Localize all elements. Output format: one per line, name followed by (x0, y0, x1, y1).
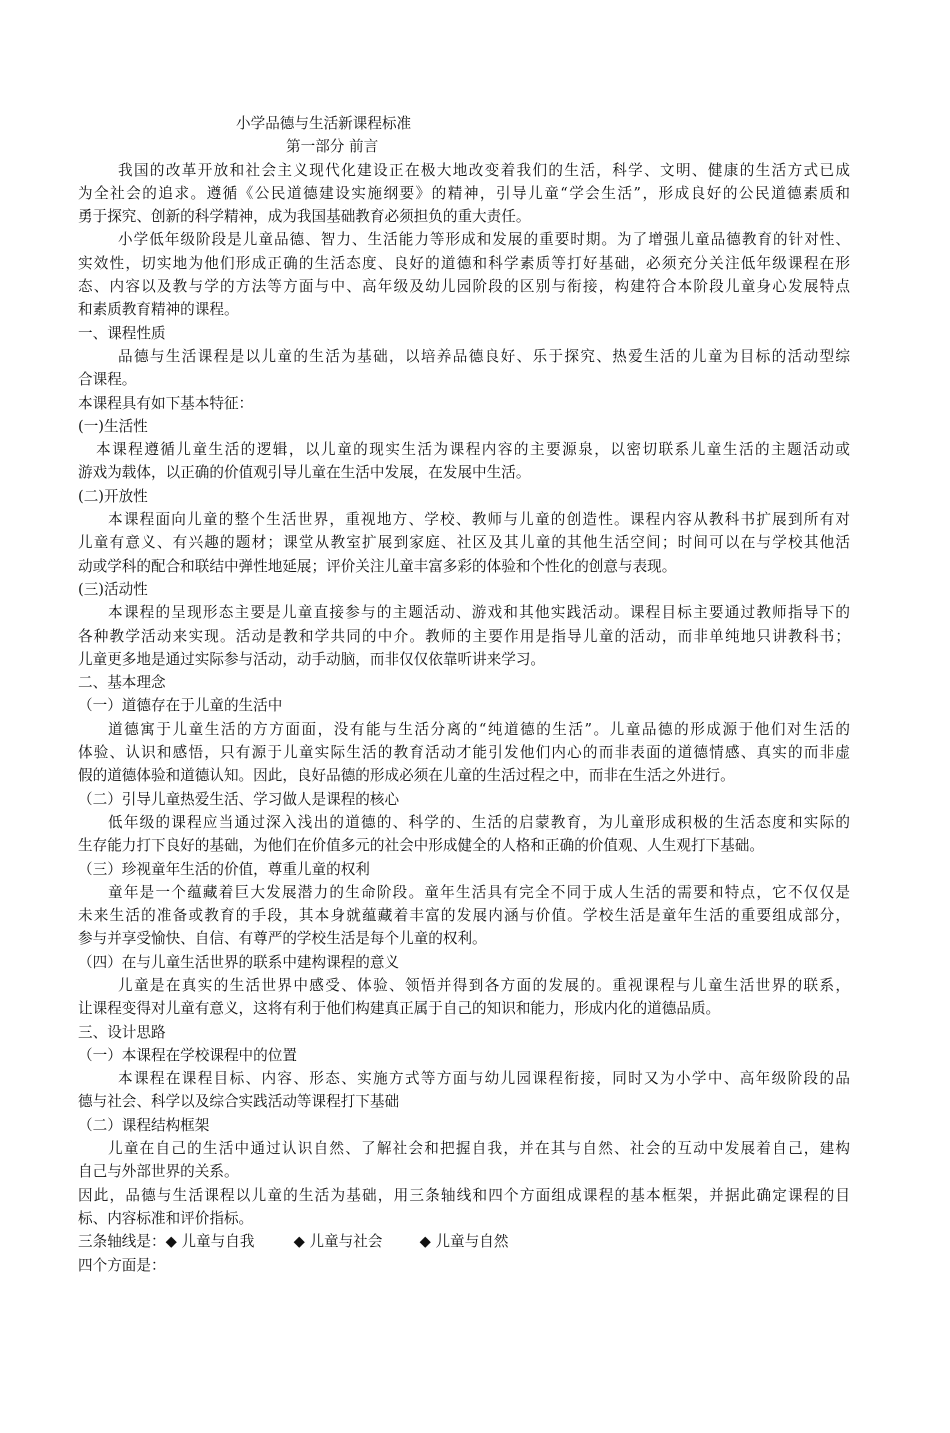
subsection-heading: （二）课程结构框架 (78, 1116, 210, 1134)
paragraph-line: 本课程具有如下基本特征： (78, 394, 254, 412)
paragraph-line: 本课程面向儿童的整个生活世界，重视地方、学校、教师与儿童的创造性。课程内容从教科书扩展到所有对 (108, 511, 850, 529)
subsection-heading: (一)生活性 (78, 417, 148, 435)
paragraph-line: 本课程在课程目标、内容、形态、实施方式等方面与幼儿园课程衔接，同时又为小学中、高年级阶段的品 (118, 1070, 850, 1088)
paragraph-line: 我国的改革开放和社会主义现代化建设正在极大地改变着我们的生活，科学、文明、健康的生活方式已成 (118, 161, 850, 179)
paragraph-line: 品德与生活课程是以儿童的生活为基础，以培养品德良好、乐于探究、热爱生活的儿童为目标的活动型综 (118, 347, 850, 365)
paragraph-line: 标、内容标准和评价指标。 (78, 1209, 254, 1227)
subsection-heading: （三）珍视童年生活的价值，尊重儿童的权利 (78, 860, 370, 878)
document-title: 小学品德与生活新课程标准 (236, 115, 412, 132)
section-heading: 二、基本理念 (78, 674, 166, 692)
paragraph-line: 参与并享受愉快、自信、有尊严的学校生活是每个儿童的权利。 (78, 930, 487, 948)
axes-label: 三条轴线是： (78, 1233, 166, 1251)
paragraph-line: 因此，品德与生活课程以儿童的生活为基础，用三条轴线和四个方面组成课程的基本框架，并据此确定课程的目 (78, 1186, 850, 1204)
paragraph-line: 假的道德体验和道德认知。因此，良好品德的形成必须在儿童的生活过程之中，而非在生活之外进行。 (78, 767, 735, 785)
aspects-label: 四个方面是： (78, 1256, 166, 1274)
paragraph-line: 合课程。 (78, 371, 137, 389)
axis-nature: ◆ 儿童与自然 (419, 1233, 509, 1251)
paragraph-line: 为全社会的追求。遵循《公民道德建设实施纲要》的精神，引导儿童“学会生活”，形成良好的公民道德素质和 (78, 184, 850, 202)
axis-society: ◆ 儿童与社会 (293, 1233, 383, 1251)
document-page (78, 112, 850, 1277)
paragraph-line: 低年级的课程应当通过深入浅出的道德的、科学的、生活的启蒙教育，为儿童形成积极的生活态度和实际的 (108, 813, 850, 831)
paragraph-line: 自己与外部世界的关系。 (78, 1163, 239, 1181)
section-heading: 三、设计思路 (78, 1023, 166, 1041)
paragraph-line: 本课程遵循儿童生活的逻辑，以儿童的现实生活为课程内容的主要源泉，以密切联系儿童生活的主题活动或 (96, 441, 850, 459)
paragraph-line: 游戏为载体，以正确的价值观引导儿童在生活中发展，在发展中生活。 (78, 464, 531, 482)
subsection-heading: （四）在与儿童生活世界的联系中建构课程的意义 (78, 953, 400, 971)
paragraph-line: 和素质教育精神的课程。 (78, 301, 239, 319)
paragraph-line: 体验、认识和感悟，只有源于儿童实际生活的教育活动才能引发他们内心的而非表面的道德情感、真实的而非虚 (78, 744, 850, 762)
subsection-heading: （一）本课程在学校课程中的位置 (78, 1046, 297, 1064)
paragraph-line: 生存能力打下良好的基础，为他们在价值多元的社会中形成健全的人格和正确的价值观、人生观打下基础。 (78, 837, 764, 855)
axis-self: ◆ 儿童与自我 (165, 1233, 255, 1251)
section-heading: 一、课程性质 (78, 324, 166, 342)
paragraph-line: 让课程变得对儿童有意义，这将有利于他们构建真正属于自己的知识和能力，形成内化的道德品质。 (78, 1000, 721, 1018)
paragraph-line: 本课程的呈现形态主要是儿童直接参与的主题活动、游戏和其他实践活动。课程目标主要通过教师指导下的 (108, 604, 850, 622)
paragraph-line: 实效性，切实地为他们形成正确的生活态度、良好的道德和科学素质等打好基础，必须充分关注低年级课程在形 (78, 254, 850, 272)
paragraph-line: 儿童是在真实的生活世界中感受、体验、领悟并得到各方面的发展的。重视课程与儿童生活世界的联系， (118, 976, 850, 994)
subsection-heading: (三)活动性 (78, 580, 148, 598)
paragraph-line: 儿童在自己的生活中通过认识自然、了解社会和把握自我，并在其与自然、社会的互动中发展着自己，建构 (108, 1140, 850, 1158)
axes-line (78, 1230, 850, 1253)
subsection-heading: (二)开放性 (78, 487, 148, 505)
part-heading: 第一部分 前言 (286, 138, 379, 156)
paragraph-line: 小学低年级阶段是儿童品德、智力、生活能力等形成和发展的重要时期。为了增强儿童品德教育的针对性、 (118, 231, 850, 249)
subsection-heading: （二）引导儿童热爱生活、学习做人是课程的核心 (78, 790, 400, 808)
paragraph-line: 态、内容以及教与学的方法等方面与中、高年级及幼儿园阶段的区别与衔接，构建符合本阶段儿童身心发展特点 (78, 278, 850, 296)
paragraph-line: 童年是一个蕴藏着巨大发展潜力的生命阶段。童年生活具有完全不同于成人生活的需要和特点，它不仅仅是 (108, 883, 850, 901)
paragraph-line: 德与社会、科学以及综合实践活动等课程打下基础 (78, 1093, 400, 1111)
subsection-heading: （一）道德存在于儿童的生活中 (78, 697, 283, 715)
paragraph-line: 儿童有意义、有兴趣的题材；课堂从教室扩展到家庭、社区及其儿童的其他生活空间；时间可以在与学校其他活 (78, 534, 850, 552)
paragraph-line: 动或学科的配合和联结中弹性地延展；评价关注儿童丰富多彩的体验和个性化的创意与表现。 (78, 557, 677, 575)
paragraph-line: 未来生活的准备或教育的手段，其本身就蕴藏着丰富的发展内涵与价值。学校生活是童年生活的重要组成部分， (78, 907, 850, 925)
paragraph-line: 儿童更多地是通过实际参与活动，动手动脑，而非仅仅依靠听讲来学习。 (78, 650, 546, 668)
paragraph-line: 道德寓于儿童生活的方方面面，没有能与生活分离的“纯道德的生活”。儿童品德的形成源于他们对生活的 (108, 720, 850, 738)
paragraph-line: 勇于探究、创新的科学精神，成为我国基础教育必须担负的重大责任。 (78, 208, 531, 226)
paragraph-line: 各种教学活动来实现。活动是教和学共同的中介。教师的主要作用是指导儿童的活动，而非单纯地只讲教科书； (78, 627, 850, 645)
